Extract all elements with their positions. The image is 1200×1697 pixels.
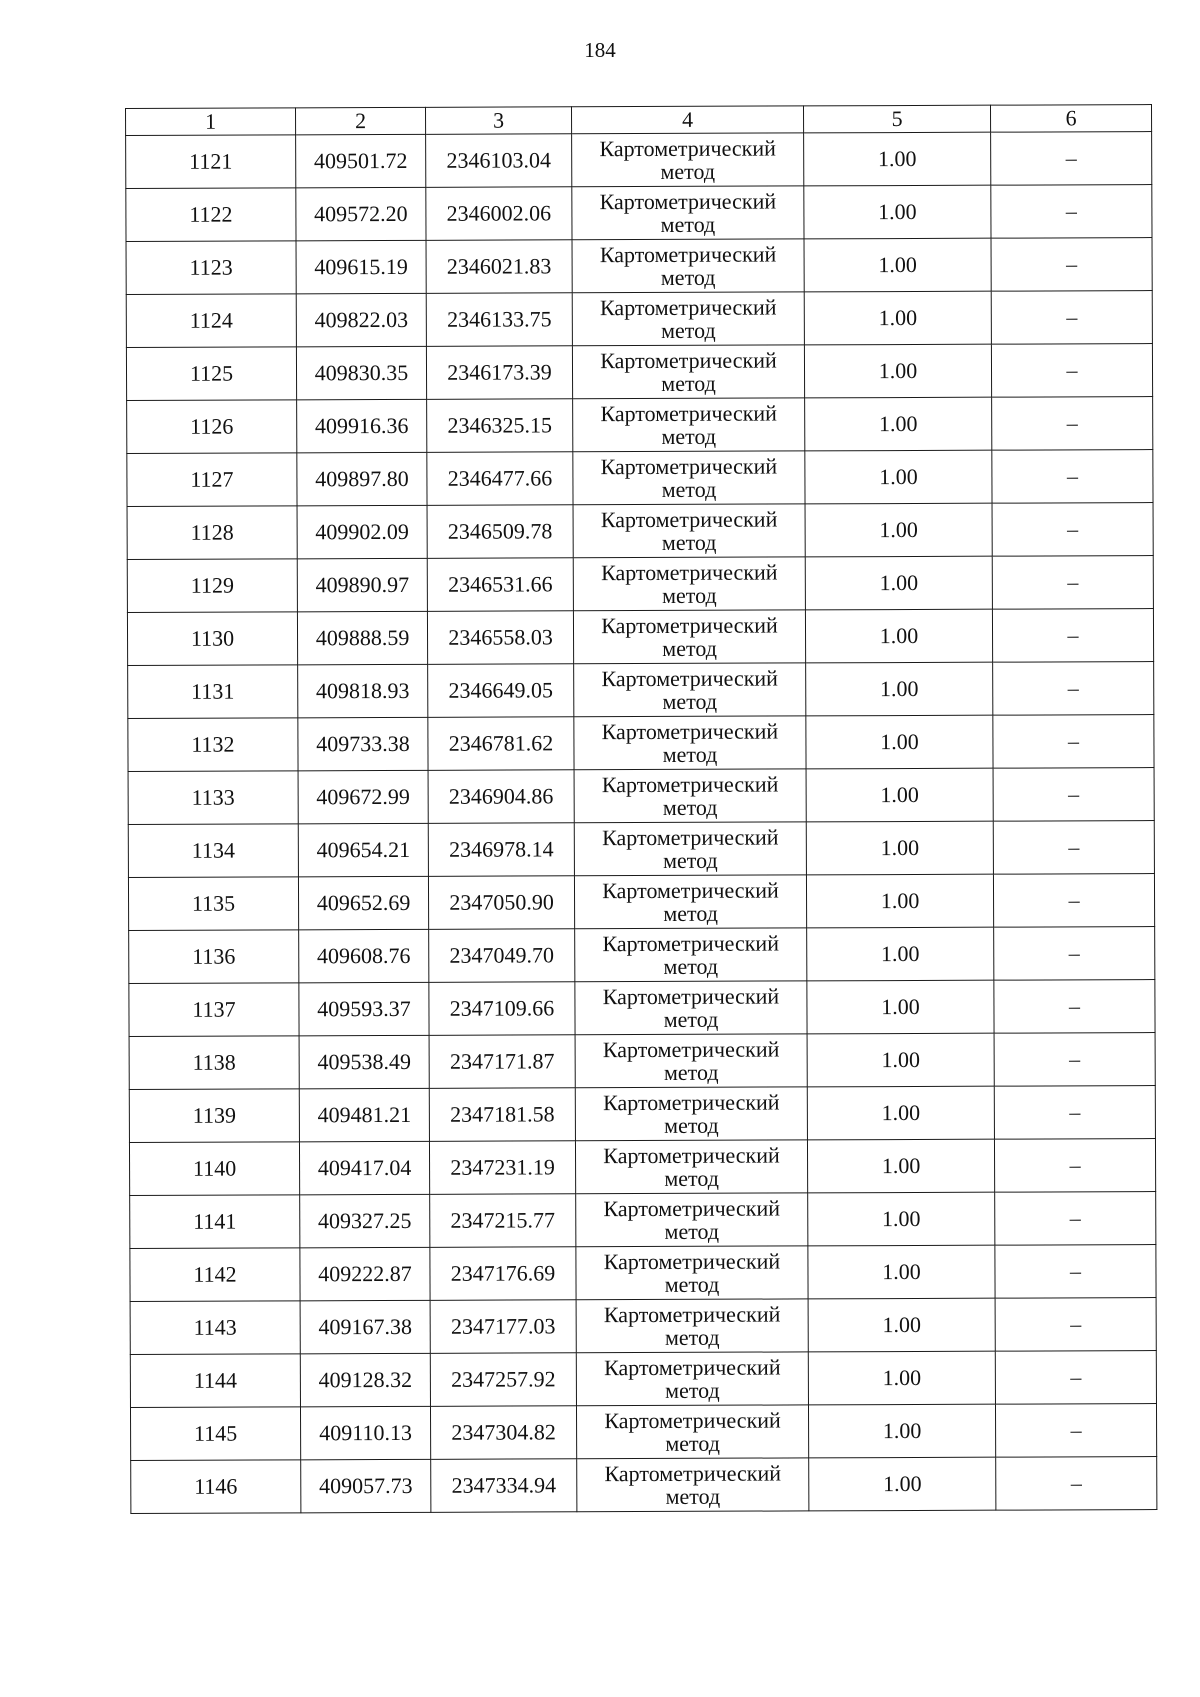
point-number-cell: 1122	[126, 188, 296, 242]
method-text-line: метод	[661, 370, 716, 396]
method-cell	[572, 345, 804, 399]
accuracy-cell: 1.00	[805, 503, 992, 557]
x-coordinate-cell: 409222.87	[300, 1247, 430, 1300]
y-coordinate-cell: 2347181.58	[429, 1088, 575, 1142]
method-text-line: метод	[664, 1165, 719, 1191]
column-header: 3	[425, 107, 571, 135]
note-cell: –	[991, 185, 1152, 239]
column-header: 5	[803, 105, 990, 133]
note-cell: –	[992, 450, 1153, 504]
page-number: 184	[584, 38, 616, 62]
note-cell: –	[992, 503, 1153, 557]
point-number-cell: 1123	[126, 241, 296, 295]
note-cell: –	[994, 1139, 1155, 1193]
method-cell	[576, 1193, 808, 1247]
x-coordinate-cell: 409897.80	[297, 452, 427, 505]
x-coordinate-cell: 409501.72	[296, 134, 426, 187]
table-row	[129, 1033, 1155, 1090]
method-cell	[573, 610, 805, 664]
method-text-line: Картометрический	[600, 506, 778, 533]
x-coordinate-cell: 409888.59	[297, 611, 427, 664]
table-row	[127, 450, 1153, 507]
point-number-cell: 1128	[127, 506, 297, 560]
method-text-line: Картометрический	[599, 241, 777, 268]
x-coordinate-cell: 409615.19	[296, 240, 426, 293]
table-row	[126, 238, 1152, 295]
x-coordinate-cell: 409057.73	[301, 1459, 431, 1512]
x-coordinate-cell: 409608.76	[299, 929, 429, 982]
method-text-line: Картометрический	[601, 665, 778, 692]
table-row	[129, 980, 1155, 1037]
method-text-line: метод	[664, 1218, 720, 1244]
accuracy-cell: 1.00	[807, 1033, 994, 1087]
y-coordinate-cell: 2346002.06	[426, 187, 572, 241]
accuracy-cell: 1.00	[809, 1457, 996, 1511]
x-coordinate-cell: 409830.35	[296, 346, 426, 399]
accuracy-cell: 1.00	[808, 1192, 995, 1246]
method-cell	[576, 1405, 808, 1459]
note-cell: –	[993, 821, 1154, 875]
method-text-line: Картометрический	[602, 877, 779, 904]
accuracy-cell: 1.00	[808, 1245, 995, 1299]
method-text-line: Картометрический	[602, 824, 779, 851]
table-row	[129, 927, 1155, 984]
table-row	[127, 503, 1153, 560]
point-number-cell: 1143	[130, 1301, 300, 1355]
x-coordinate-cell: 409902.09	[297, 505, 427, 558]
accuracy-cell: 1.00	[806, 821, 993, 875]
accuracy-cell: 1.00	[807, 980, 994, 1034]
note-cell: –	[995, 1298, 1156, 1352]
point-number-cell: 1139	[129, 1089, 299, 1143]
method-cell	[574, 663, 806, 717]
note-cell: –	[993, 715, 1154, 769]
column-header: 2	[296, 107, 426, 134]
point-number-cell: 1121	[126, 135, 296, 189]
y-coordinate-cell: 2346103.04	[426, 134, 572, 188]
method-text-line: метод	[662, 794, 718, 820]
method-cell	[573, 557, 805, 611]
point-number-cell: 1142	[130, 1248, 300, 1302]
y-coordinate-cell: 2346509.78	[427, 505, 573, 559]
point-number-cell: 1140	[129, 1142, 299, 1196]
method-text-line: Картометрический	[602, 1036, 780, 1063]
note-cell: –	[992, 609, 1153, 663]
method-cell	[572, 186, 804, 240]
accuracy-cell: 1.00	[806, 715, 993, 769]
y-coordinate-cell: 2346649.05	[428, 664, 574, 718]
point-number-cell: 1135	[128, 877, 298, 931]
table-row	[130, 1351, 1156, 1408]
y-coordinate-cell: 2346173.39	[426, 346, 572, 400]
y-coordinate-cell: 2347171.87	[429, 1035, 575, 1089]
point-number-cell: 1125	[126, 347, 296, 401]
note-cell: –	[993, 874, 1154, 928]
method-cell	[574, 769, 806, 823]
accuracy-cell: 1.00	[808, 1404, 995, 1458]
y-coordinate-cell: 2347231.19	[429, 1141, 575, 1195]
method-cell	[573, 451, 805, 505]
method-text-line: Картометрический	[604, 1407, 781, 1434]
method-text-line: метод	[662, 688, 718, 714]
method-cell	[575, 981, 807, 1035]
x-coordinate-cell: 409890.97	[297, 558, 427, 611]
method-text-line: Картометрический	[603, 1248, 781, 1275]
method-text-line: метод	[662, 741, 718, 767]
method-text-line: метод	[661, 317, 716, 343]
method-text-line: метод	[665, 1483, 721, 1509]
table-row	[127, 609, 1153, 666]
table-row	[126, 185, 1152, 242]
accuracy-cell: 1.00	[808, 1298, 995, 1352]
note-cell: –	[995, 1192, 1156, 1246]
table-row	[128, 715, 1154, 772]
point-number-cell: 1134	[128, 824, 298, 878]
method-cell	[576, 1246, 808, 1300]
point-number-cell: 1132	[128, 718, 298, 772]
method-cell	[572, 133, 804, 187]
method-cell	[576, 1352, 808, 1406]
method-text-line: Картометрический	[603, 1142, 780, 1169]
method-text-line: метод	[664, 1271, 720, 1297]
accuracy-cell: 1.00	[804, 185, 991, 239]
note-cell: –	[994, 927, 1155, 981]
accuracy-cell: 1.00	[805, 609, 992, 663]
y-coordinate-cell: 2347109.66	[429, 982, 575, 1036]
point-number-cell: 1126	[127, 400, 297, 454]
point-number-cell: 1130	[127, 612, 297, 666]
x-coordinate-cell: 409538.49	[299, 1035, 429, 1088]
method-text-line: Картометрический	[599, 294, 777, 321]
accuracy-cell: 1.00	[806, 874, 993, 928]
header-row	[126, 105, 1152, 136]
accuracy-cell: 1.00	[805, 450, 992, 504]
x-coordinate-cell: 409654.21	[298, 823, 428, 876]
x-coordinate-cell: 409572.20	[296, 187, 426, 240]
note-cell: –	[991, 238, 1152, 292]
y-coordinate-cell: 2346325.15	[427, 399, 573, 453]
point-number-cell: 1133	[128, 771, 298, 825]
table-row	[130, 1404, 1156, 1461]
table-row	[128, 874, 1154, 931]
method-text-line: Картометрический	[600, 347, 777, 374]
x-coordinate-cell: 409672.99	[298, 770, 428, 823]
accuracy-cell: 1.00	[807, 927, 994, 981]
note-cell: –	[995, 1245, 1156, 1299]
note-cell: –	[996, 1457, 1157, 1511]
method-text-line: метод	[663, 900, 718, 926]
method-text-line: Картометрический	[601, 612, 778, 639]
column-header: 4	[571, 106, 803, 134]
method-cell	[574, 822, 806, 876]
x-coordinate-cell: 409128.32	[300, 1353, 430, 1406]
y-coordinate-cell: 2347050.90	[428, 876, 574, 930]
method-text-line: Картометрический	[601, 718, 779, 745]
accuracy-cell: 1.00	[806, 768, 993, 822]
method-text-line: Картометрический	[599, 188, 777, 215]
method-text-line: Картометрический	[604, 1354, 781, 1381]
table-row	[126, 132, 1152, 189]
y-coordinate-cell: 2346904.86	[428, 770, 574, 824]
accuracy-cell: 1.00	[805, 556, 992, 610]
y-coordinate-cell: 2347177.03	[430, 1300, 576, 1354]
point-number-cell: 1144	[130, 1354, 300, 1408]
x-coordinate-cell: 409652.69	[298, 876, 428, 929]
accuracy-cell: 1.00	[808, 1351, 995, 1405]
method-text-line: Картометрический	[604, 1460, 782, 1487]
table-row	[131, 1457, 1157, 1514]
x-coordinate-cell: 409822.03	[296, 293, 426, 346]
method-text-line: метод	[660, 264, 716, 290]
note-cell: –	[992, 556, 1153, 610]
point-number-cell: 1146	[131, 1460, 301, 1514]
accuracy-cell: 1.00	[804, 132, 991, 186]
method-text-line: Картометрический	[603, 1301, 781, 1328]
method-cell	[575, 1140, 807, 1194]
method-text-line: Картометрический	[600, 453, 778, 480]
accuracy-cell: 1.00	[805, 397, 992, 451]
method-text-line: Картометрический	[603, 1089, 780, 1116]
y-coordinate-cell: 2346781.62	[428, 717, 574, 771]
coordinates-table	[125, 104, 1157, 1514]
method-text-line: метод	[663, 1059, 719, 1085]
method-text-line: Картометрический	[602, 930, 779, 957]
method-text-line: Картометрический	[602, 983, 780, 1010]
method-cell	[572, 239, 804, 293]
method-text-line: метод	[661, 476, 717, 502]
accuracy-cell: 1.00	[807, 1139, 994, 1193]
method-text-line: метод	[661, 529, 717, 555]
y-coordinate-cell: 2346021.83	[426, 240, 572, 294]
table-row	[127, 397, 1153, 454]
table-row	[130, 1245, 1156, 1302]
point-number-cell: 1124	[126, 294, 296, 348]
method-text-line: Картометрический	[603, 1195, 781, 1222]
method-text-line: метод	[663, 953, 719, 979]
method-text-line: Картометрический	[599, 135, 776, 162]
note-cell: –	[994, 1086, 1155, 1140]
table-row	[126, 291, 1152, 348]
point-number-cell: 1127	[127, 453, 297, 507]
method-text-line: метод	[664, 1324, 720, 1350]
y-coordinate-cell: 2346477.66	[427, 452, 573, 506]
y-coordinate-cell: 2347257.92	[430, 1353, 576, 1407]
x-coordinate-cell: 409593.37	[299, 982, 429, 1035]
x-coordinate-cell: 409110.13	[300, 1406, 430, 1459]
x-coordinate-cell: 409327.25	[300, 1194, 430, 1247]
method-text-line: Картометрический	[601, 771, 779, 798]
note-cell: –	[995, 1351, 1156, 1405]
point-number-cell: 1131	[128, 665, 298, 719]
point-number-cell: 1145	[130, 1407, 300, 1461]
accuracy-cell: 1.00	[804, 344, 991, 398]
point-number-cell: 1138	[129, 1036, 299, 1090]
method-cell	[574, 875, 806, 929]
point-number-cell: 1136	[129, 930, 299, 984]
table-row	[127, 556, 1153, 613]
x-coordinate-cell: 409733.38	[298, 717, 428, 770]
y-coordinate-cell: 2347049.70	[429, 929, 575, 983]
accuracy-cell: 1.00	[804, 291, 991, 345]
method-text-line: метод	[662, 635, 717, 661]
x-coordinate-cell: 409481.21	[299, 1088, 429, 1141]
method-cell	[572, 292, 804, 346]
method-text-line: Картометрический	[600, 400, 777, 427]
method-cell	[573, 398, 805, 452]
table-row	[128, 662, 1154, 719]
method-cell	[575, 1034, 807, 1088]
x-coordinate-cell: 409167.38	[300, 1300, 430, 1353]
y-coordinate-cell: 2346531.66	[427, 558, 573, 612]
table-header	[126, 105, 1152, 136]
column-header: 6	[990, 105, 1151, 133]
point-number-cell: 1129	[127, 559, 297, 613]
method-text-line: Картометрический	[600, 559, 778, 586]
method-text-line: метод	[665, 1430, 720, 1456]
y-coordinate-cell: 2347215.77	[430, 1194, 576, 1248]
table-row	[128, 821, 1154, 878]
table-row	[128, 768, 1154, 825]
table-row	[126, 344, 1152, 401]
note-cell: –	[993, 662, 1154, 716]
method-text-line: метод	[663, 1006, 719, 1032]
method-cell	[574, 716, 806, 770]
note-cell: –	[994, 1033, 1155, 1087]
y-coordinate-cell: 2347334.94	[431, 1459, 577, 1513]
method-text-line: метод	[661, 423, 717, 449]
accuracy-cell: 1.00	[804, 238, 991, 292]
point-number-cell: 1141	[130, 1195, 300, 1249]
note-cell: –	[991, 344, 1152, 398]
method-text-line: метод	[665, 1377, 720, 1403]
y-coordinate-cell: 2347304.82	[430, 1406, 576, 1460]
method-cell	[577, 1458, 809, 1512]
method-text-line: метод	[664, 1112, 719, 1138]
table-row	[130, 1298, 1156, 1355]
method-cell	[575, 928, 807, 982]
table-row	[129, 1086, 1155, 1143]
point-number-cell: 1137	[129, 983, 299, 1037]
note-cell: –	[994, 980, 1155, 1034]
method-text-line: метод	[662, 582, 717, 608]
note-cell: –	[991, 132, 1152, 186]
table-row	[130, 1192, 1156, 1249]
x-coordinate-cell: 409818.93	[298, 664, 428, 717]
method-text-line: метод	[660, 158, 716, 184]
note-cell: –	[995, 1404, 1156, 1458]
y-coordinate-cell: 2346133.75	[426, 293, 572, 347]
method-cell	[573, 504, 805, 558]
method-text-line: метод	[663, 847, 718, 873]
y-coordinate-cell: 2346558.03	[427, 611, 573, 665]
table-body	[126, 132, 1157, 1514]
accuracy-cell: 1.00	[806, 662, 993, 716]
accuracy-cell: 1.00	[807, 1086, 994, 1140]
y-coordinate-cell: 2347176.69	[430, 1247, 576, 1301]
note-cell: –	[993, 768, 1154, 822]
note-cell: –	[992, 397, 1153, 451]
column-header: 1	[126, 108, 296, 136]
note-cell: –	[991, 291, 1152, 345]
table-row	[129, 1139, 1155, 1196]
y-coordinate-cell: 2346978.14	[428, 823, 574, 877]
method-cell	[575, 1087, 807, 1141]
method-cell	[576, 1299, 808, 1353]
x-coordinate-cell: 409916.36	[297, 399, 427, 452]
x-coordinate-cell: 409417.04	[299, 1141, 429, 1194]
method-text-line: метод	[660, 211, 716, 237]
